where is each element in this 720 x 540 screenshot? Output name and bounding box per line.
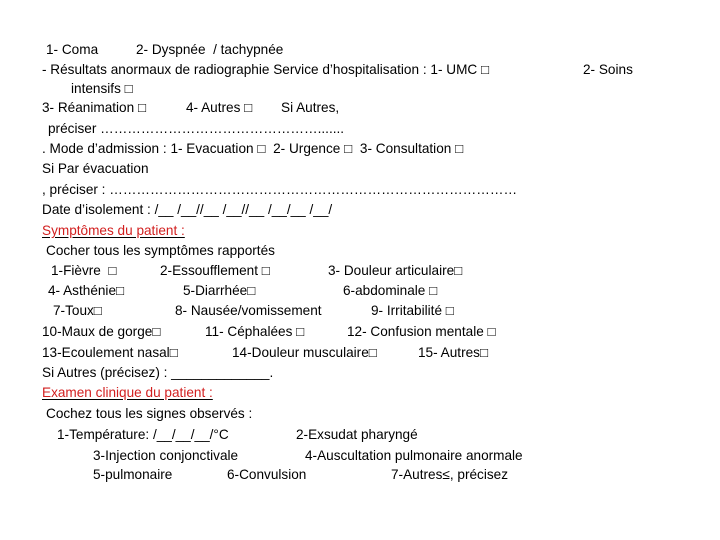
- sign-other: 7-Autres≤, précisez: [391, 467, 509, 482]
- symptom-breathlessness: 2-Essoufflement □: [160, 263, 270, 278]
- symptom-joint-pain: 3- Douleur articulaire□: [328, 263, 463, 278]
- sign-temperature: 1-Température: /__/__/__/°C: [57, 427, 229, 442]
- clinical-exam-heading: Examen clinique du patient :: [42, 385, 213, 400]
- signs-instruction: Cochez tous les signes observés :: [46, 406, 253, 421]
- symptom-headache: 11- Céphalées □: [205, 324, 305, 339]
- radiography-service-line: - Résultats anormaux de radiographie Service d’hospitalisation : 1- UMC □: [42, 62, 490, 77]
- specify-line: préciser ………………………………………….......: [48, 121, 345, 136]
- service-intensive-care: 2- Soins: [583, 62, 633, 77]
- sign-conjunctival-injection: 3-Injection conjonctivale: [93, 448, 239, 463]
- other-symptoms-specify: Si Autres (précisez) : _____________.: [42, 365, 274, 380]
- service-reanimation: 3- Réanimation □: [42, 100, 147, 115]
- isolation-date-line: Date d’isolement : /__ /__//__ /__//__ /__/__ /__/: [42, 202, 333, 217]
- symptoms-heading: Symptômes du patient :: [42, 223, 185, 238]
- symptom-abdominal: 6-abdominale □: [343, 283, 438, 298]
- service-other-label: Si Autres,: [281, 100, 340, 115]
- admission-mode-line: . Mode d’admission : 1- Evacuation □ 2- Urgence □ 3- Consultation □: [42, 141, 464, 156]
- symptom-runny-nose: 13-Ecoulement nasal□: [42, 345, 178, 360]
- service-other: 4- Autres □: [186, 100, 253, 115]
- symptom-irritability: 9- Irritabilité □: [371, 303, 454, 318]
- intensive-care-checkbox: intensifs □: [71, 81, 133, 96]
- symptom-coma: 1- Coma: [46, 42, 99, 57]
- symptom-confusion: 12- Confusion mentale □: [347, 324, 496, 339]
- symptom-dyspnea: 2- Dyspnée / tachypnée: [136, 42, 284, 57]
- symptoms-instruction: Cocher tous les symptômes rapportés: [46, 243, 275, 258]
- evacuation-specify-line: , préciser : ………………………………………………………………………………: [42, 182, 518, 197]
- symptom-cough: 7-Toux□: [53, 303, 103, 318]
- sign-pulmonary: 5-pulmonaire: [93, 467, 173, 482]
- symptom-diarrhea: 5-Diarrhée□: [183, 283, 256, 298]
- sign-abnormal-auscultation: 4-Auscultation pulmonaire anormale: [305, 448, 523, 463]
- evacuation-label: Si Par évacuation: [42, 161, 149, 176]
- symptom-muscle-pain: 14-Douleur musculaire□: [232, 345, 377, 360]
- symptom-sore-throat: 10-Maux de gorge□: [42, 324, 161, 339]
- sign-pharyngeal-exudate: 2-Exsudat pharyngé: [296, 427, 418, 442]
- sign-convulsion: 6-Convulsion: [227, 467, 307, 482]
- symptom-nausea: 8- Nausée/vomissement: [175, 303, 322, 318]
- symptom-other: 15- Autres□: [418, 345, 489, 360]
- symptom-asthenia: 4- Asthénie□: [48, 283, 125, 298]
- symptom-fever: 1-Fièvre □: [51, 263, 117, 278]
